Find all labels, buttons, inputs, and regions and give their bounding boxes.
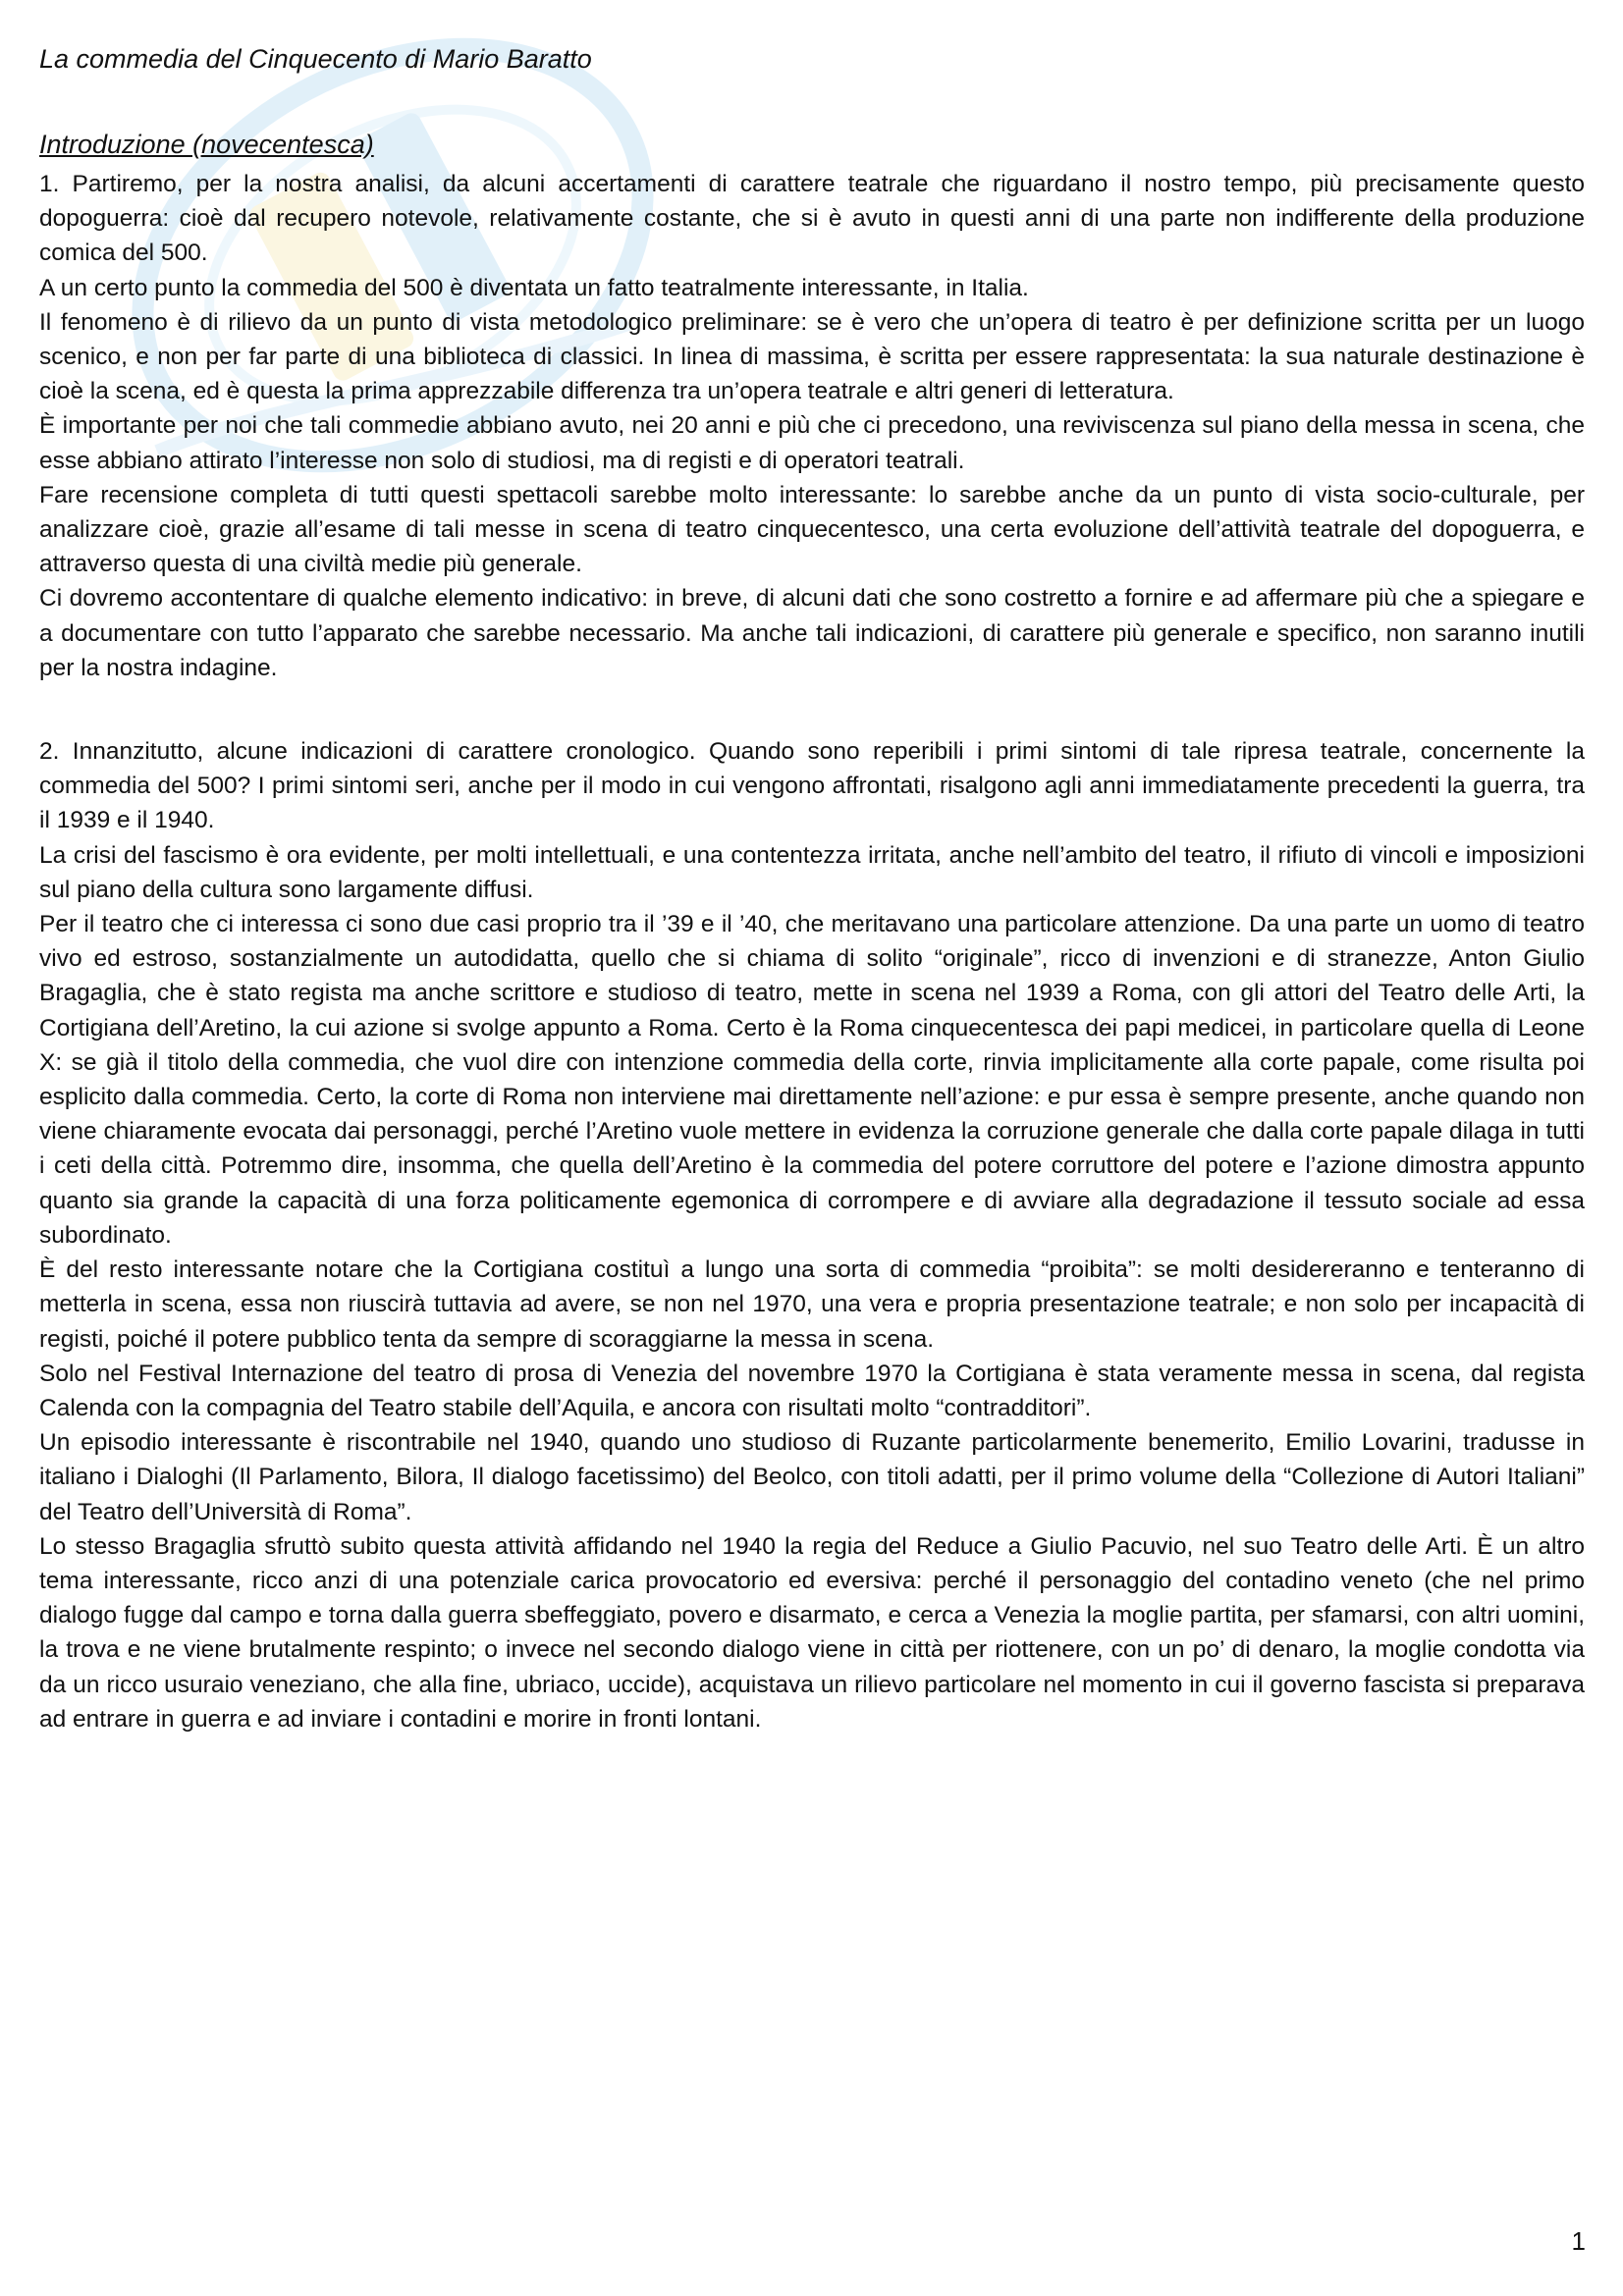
paragraph: 1. Partiremo, per la nostra analisi, da alcuni accertamenti di carattere teatrale che riguardano il nostro tempo, più precisamente questo dopoguerra: cioè dal recupero notevole, relativamente costante, che si è avuto in questi anni di una parte non indifferente della produzione comica del 500. [39,171,1585,267]
spacer [39,81,1585,123]
paragraph: Il fenomeno è di rilievo da un punto di vista metodologico preliminare: se è vero che un’opera di teatro è per definizione scritta per un luogo scenico, e non per far parte di una biblioteca di classici. In linea di massima, è scritta per essere rappresentata: la sua naturale destinazione è cioè la scena, ed è questa la prima apprezzabile differenza tra un’opera teatrale e altri generi di letteratura. [39,308,1585,405]
paragraph: Per il teatro che ci interessa ci sono due casi proprio tra il ’39 e il ’40, che meritavano una particolare attenzione. Da una parte un uomo di teatro vivo ed estroso, sostanzialmente un autodidatta, quello che si chiama di solito “originale”, ricco di invenzioni e di stranezze, Anton Giulio Bragaglia, che è stato regista ma anche scrittore e studioso di teatro, mette in scena nel 1939 a Roma, con gli attori del Teatro delle Arti, la Cortigiana dell’Aretino, la cui azione si svolge appunto a Roma. Certo è la Roma cinquecentesca dei papi medicei, in particolare quella di Leone X: se già il titolo della commedia, che vuol dire con intenzione commedia della corte, rinvia implicitamente alla corte papale, come risulta poi esplicito dalla commedia. Certo, la corte di Roma non interviene mai direttamente nell’azione: e pur essa è sempre presente, anche quando non viene chiaramente evocata dai personaggi, perché l’Aretino vuole mettere in evidenza la corruzione generale che dalla corte papale dilaga in tutti i ceti della città. Potremmo dire, insomma, che quella dell’Aretino è la commedia del potere corruttore del potere e l’azione dimostra appunto quanto sia grande la capacità di una forza politicamente egemonica di corrompere e di avviare alla degradazione il tessuto sociale ad essa subordinato. [39,911,1585,1249]
paragraph: Un episodio interessante è riscontrabile nel 1940, quando uno studioso di Ruzante particolarmente benemerito, Emilio Lovarini, tradusse in italiano i Dialoghi (Il Parlamento, Bilora, Il dialogo facetissimo) del Beolco, con titoli adatti, per il primo volume della “Collezione di Autori Italiani” del Teatro dell’Università di Roma”. [39,1429,1585,1525]
paragraph: Fare recensione completa di tutti questi spettacoli sarebbe molto interessante: lo sarebbe anche da un punto di vista socio-culturale, per analizzare cioè, grazie all’esame di tali messe in scena di teatro cinquecentesco, una certa evoluzione dell’attività teatrale del dopoguerra, e attraverso questa di una civiltà medie più generale. [39,481,1585,578]
paragraph: La crisi del fascismo è ora evidente, per molti intellettuali, e una contentezza irritata, anche nell’ambito del teatro, il rifiuto di vincoli e imposizioni sul piano della cultura sono largamente diffusi. [39,841,1585,903]
paragraph: Ci dovremo accontentare di qualche elemento indicativo: in breve, di alcuni dati che sono costretto a fornire e ad affermare più che a spiegare e a documentare con tutto l’apparato che sarebbe necessario. Ma anche tali indicazioni, di carattere più generale e specifico, non saranno inutili per la nostra indagine. [39,585,1585,681]
page-number: 1 [1571,2226,1586,2256]
section-gap [39,685,1585,734]
paragraph: È del resto interessante notare che la Cortigiana costituì a lungo una sorta di commedia “proibita”: se molti desidereranno e tenteranno di metterla in scena, essa non riuscirà tuttavia ad avere, se non nel 1970, una vera e propria presentazione teatrale; e non solo per incapacità di registi, poiché il potere pubblico tenta da sempre di scoraggiarne la messa in scena. [39,1256,1585,1353]
paragraph: È importante per noi che tali commedie abbiano avuto, nei 20 anni e più che ci precedono, una reviviscenza sul piano della messa in scena, che esse abbiano attirato l’interesse non solo di studiosi, ma di registi e di operatori teatrali. [39,412,1585,474]
document-title: La commedia del Cinquecento di Mario Baratto [39,44,592,74]
paragraph: 2. Innanzitutto, alcune indicazioni di carattere cronologico. Quando sono reperibili i primi sintomi di tale ripresa teatrale, concernente la commedia del 500? I primi sintomi seri, anche per il modo in cui vengono affrontati, risalgono agli anni immediatamente precedenti la guerra, tra il 1939 e il 1940. [39,738,1585,834]
intro-heading: Introduzione (novecentesca) [39,130,374,159]
paragraph: Lo stesso Bragaglia sfruttò subito questa attività affidando nel 1940 la regia del Reduce a Giulio Pacuvio, nel suo Teatro delle Arti. È un altro tema interessante, ricco anzi di una potenziale carica provocatorio ed eversiva: perché il personaggio del contadino veneto (che nel primo dialogo fugge dal campo e torna dalla guerra sbeffeggiato, povero e disarmato, e cerca a Venezia la moglie partita, per sfamarsi, con altri uomini, la trova e ne viene brutalmente respinto; o invece nel secondo dialogo viene in città per riottenere, con un po’ di denaro, la moglie condotta via da un ricco usuraio veneziano, che alla fine, ubriaco, uccide), acquistava un rilievo particolare nel momento in cui il governo fascista si preparava ad entrare in guerra e ad inviare i contadini e morire in fronti lontani. [39,1532,1585,1733]
paragraph: Solo nel Festival Internazione del teatro di prosa di Venezia del novembre 1970 la Cortigiana è stata veramente messa in scena, dal regista Calenda con la compagnia del Teatro stabile dell’Aquila, e ancora con risultati molto “contradditori”. [39,1360,1585,1421]
paragraph: A un certo punto la commedia del 500 è diventata un fatto teatralmente interessante, in Italia. [39,274,1029,301]
document-page [39,37,1585,1736]
